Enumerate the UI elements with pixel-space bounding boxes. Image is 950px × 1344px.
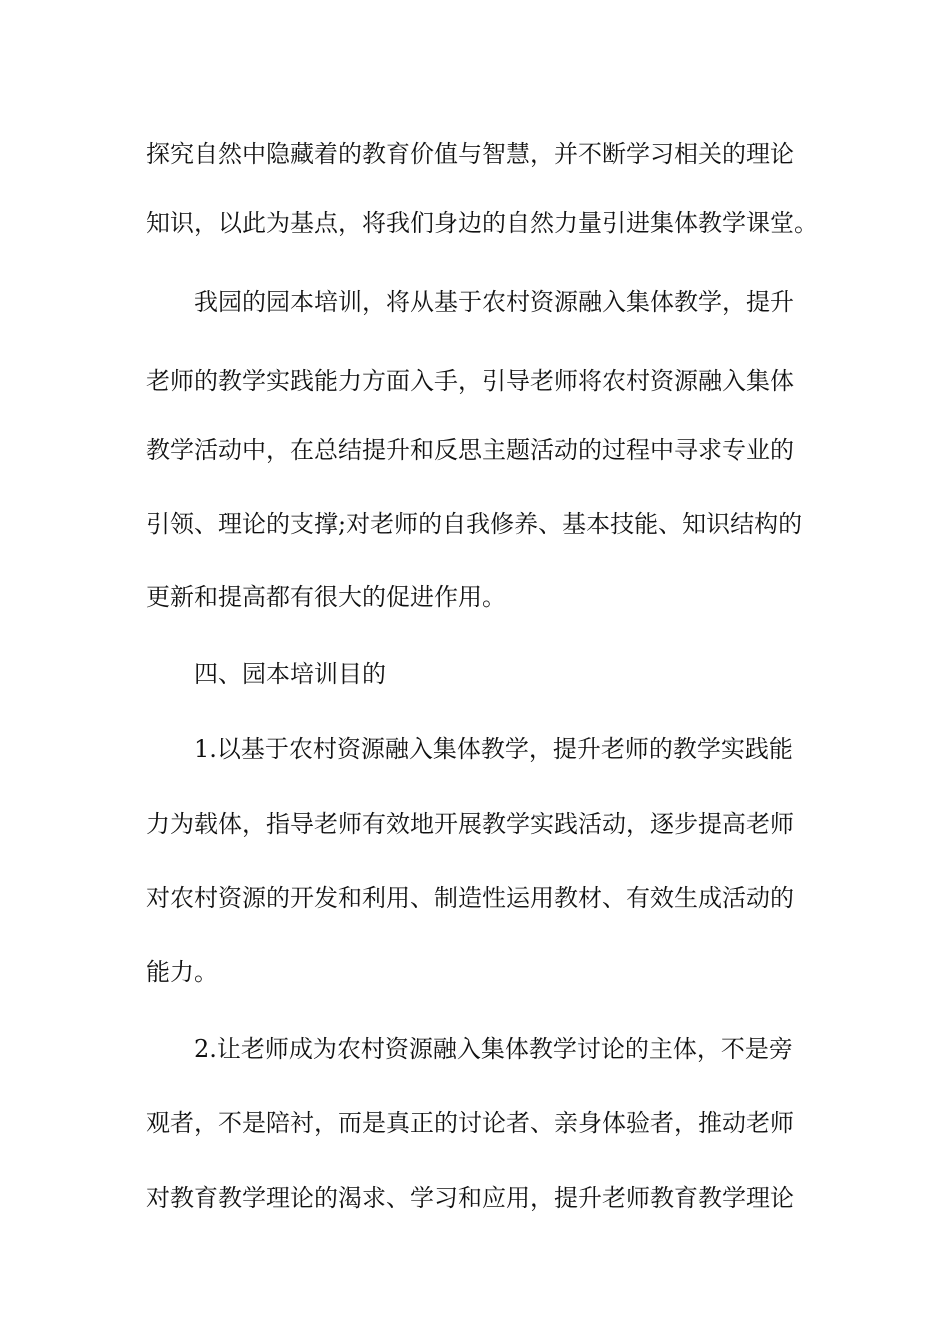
paragraph-line: 能力。	[146, 958, 218, 986]
paragraph-line: 我园的园本培训，将从基于农村资源融入集体教学，提升	[194, 288, 794, 316]
paragraph-line: 观者，不是陪衬，而是真正的讨论者、亲身体验者，推动老师	[146, 1109, 794, 1137]
section-heading: 四、园本培训目的	[194, 660, 386, 688]
paragraph-line: 对农村资源的开发和利用、制造性运用教材、有效生成活动的	[146, 884, 794, 912]
paragraph-line: 老师的教学实践能力方面入手，引导老师将农村资源融入集体	[146, 367, 794, 395]
paragraph-line: 教学活动中，在总结提升和反思主题活动的过程中寻求专业的	[146, 436, 794, 464]
paragraph-line: 力为载体，指导老师有效地开展教学实践活动，逐步提高老师	[146, 810, 794, 838]
paragraph-line: 探究自然中隐藏着的教育价值与智慧，并不断学习相关的理论	[146, 140, 794, 168]
paragraph-line: 知识，以此为基点，将我们身边的自然力量引进集体教学课堂。	[146, 209, 818, 237]
paragraph-line: 2.让老师成为农村资源融入集体教学讨论的主体，不是旁	[194, 1035, 793, 1063]
paragraph-line: 更新和提高都有很大的促进作用。	[146, 583, 506, 611]
paragraph-line: 引领、理论的支撑;对老师的自我修养、基本技能、知识结构的	[146, 510, 803, 538]
paragraph-line: 1.以基于农村资源融入集体教学，提升老师的教学实践能	[194, 735, 793, 763]
paragraph-line: 对教育教学理论的渴求、学习和应用，提升老师教育教学理论	[146, 1184, 794, 1212]
